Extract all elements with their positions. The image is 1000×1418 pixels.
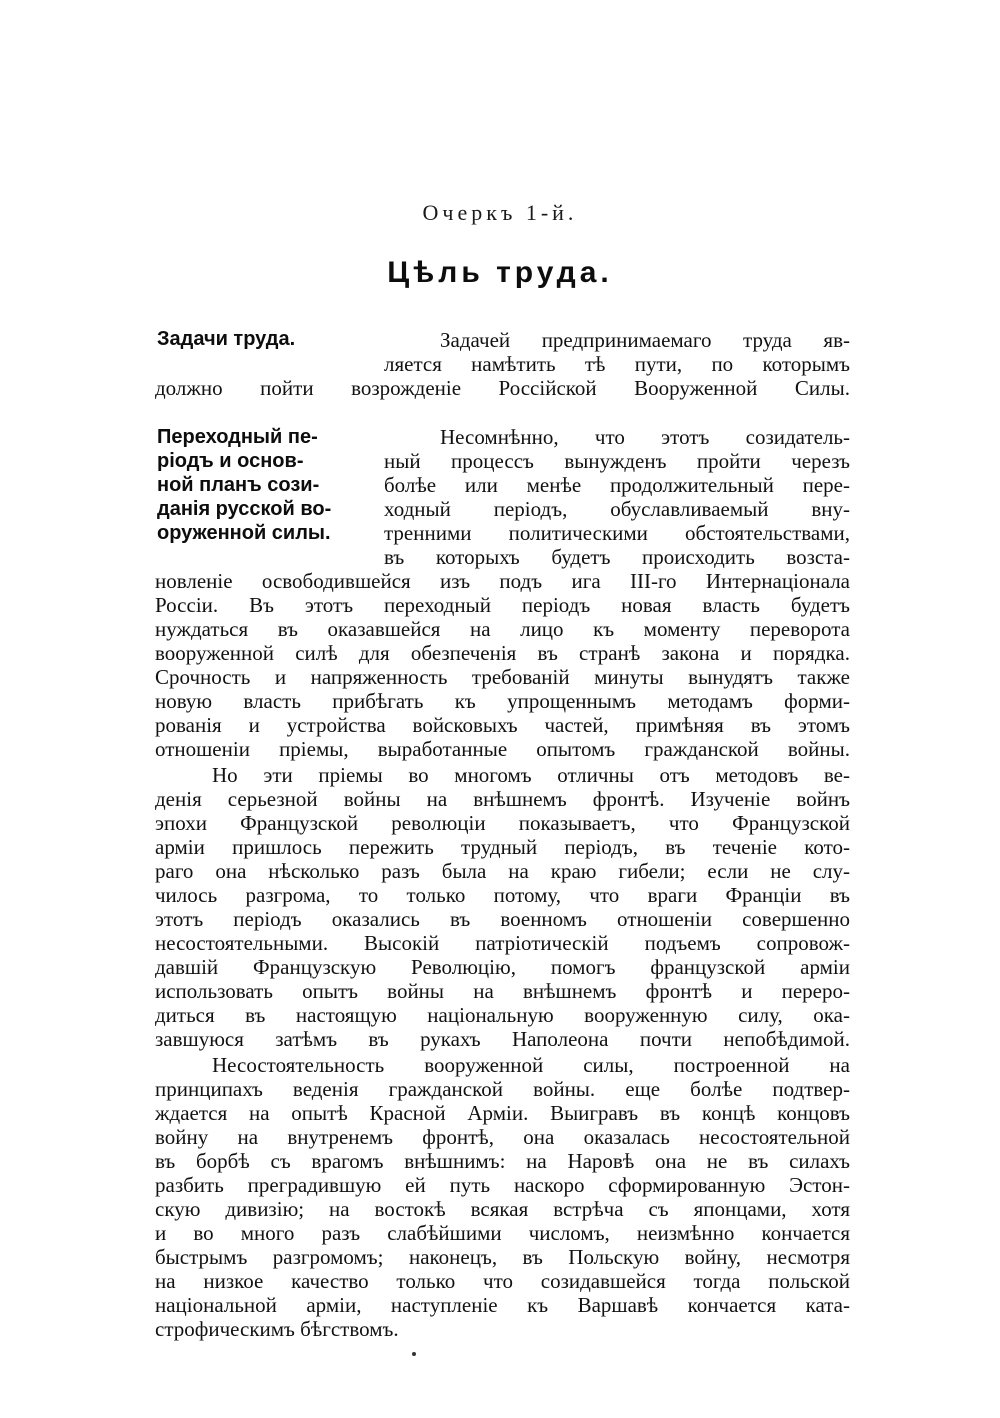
text-line: принципахъ веденія гражданской войны. еще болѣе подтвер- [155, 1077, 850, 1101]
text-line: ждается на опытѣ Красной Арміи. Выигравъ въ концѣ концовъ [155, 1101, 850, 1125]
text-line: рованія и устройства войсковыхъ частей, примѣняя въ этомъ [155, 713, 850, 737]
text-line: должно пойти возрожденіе Россійской Вооруженной Силы. [155, 376, 850, 400]
margin-note-transition [157, 425, 377, 545]
text-line: Срочность и напряженность требованій минуты вынудятъ также [155, 665, 850, 689]
chapter-heading: Очеркъ 1-й. [422, 200, 578, 225]
text-line: Но эти пріемы во многомъ отличны отъ методовъ ве- [212, 763, 850, 787]
text-line: денія серьезной войны на внѣшнемъ фронтѣ. Изученіе войнъ [155, 787, 850, 811]
margin-note-line: данія русской во- [157, 498, 332, 520]
text-line: использовать опытъ войны на внѣшнемъ фронтѣ и переро- [155, 979, 850, 1003]
text-line: вооруженной силѣ для обезпеченія въ странѣ закона и порядка. [155, 641, 850, 665]
text-line: Несомнѣнно, что этотъ созидатель- [440, 425, 850, 449]
text-line: скую дивизію; на востокѣ всякая встрѣча съ японцами, хотя [155, 1197, 850, 1221]
text-line: болѣе или менѣе продолжительный пере- [384, 473, 850, 497]
text-line: диться въ настоящую національную вооруженную силу, ока- [155, 1003, 850, 1027]
text-line: ходный періодъ, обуславливаемый вну- [384, 497, 850, 521]
text-line: давшій Французскую Революцію, помогъ французской арміи [155, 955, 850, 979]
text-line: въ которыхъ будетъ происходить возста- [384, 545, 850, 569]
margin-note-tasks [157, 327, 377, 351]
text-line: чилось разгрома, то только потому, что враги Франціи въ [155, 883, 850, 907]
print-speck [412, 1352, 416, 1356]
margin-note-line: Задачи труда. [157, 328, 296, 350]
text-line: этотъ періодъ оказались въ военномъ отношеніи совершенно [155, 907, 850, 931]
text-line: разбить преградившую ей путь наскоро сформированную Эстон- [155, 1173, 850, 1197]
text-line: Несостоятельность вооруженной силы, построенной на [212, 1053, 850, 1077]
text-line: войну на внутренемъ фронтѣ, она оказалась несостоятельной [155, 1125, 850, 1149]
text-line: тренними политическими обстоятельствами, [384, 521, 850, 545]
text-line: Россіи. Въ этотъ переходный періодъ новая власть будетъ [155, 593, 850, 617]
text-line: ляется намѣтить тѣ пути, по которымъ [384, 352, 850, 376]
text-line: на низкое качество только что созидавшейся тогда польской [155, 1269, 850, 1293]
text-line: завшуюся затѣмъ въ рукахъ Наполеона почти непобѣдимой. [155, 1027, 850, 1051]
text-line: отношеніи пріемы, выработанные опытомъ гражданской войны. [155, 737, 850, 761]
margin-note-line: ріодъ и основ- [157, 450, 304, 472]
text-line: и во много разъ слабѣйшими числомъ, неизмѣнно кончается [155, 1221, 850, 1245]
text-line: новленіе освободившейся изъ подъ ига III-го Интернаціонала [155, 569, 850, 593]
text-line: несостоятельными. Высокій патріотическій подъемъ сопровож- [155, 931, 850, 955]
text-line: арміи пришлось пережить трудный періодъ, въ теченіе кото- [155, 835, 850, 859]
text-line: эпохи Французской революціи показываетъ, что Французской [155, 811, 850, 835]
text-line: ный процессъ вынужденъ пройти черезъ [384, 449, 850, 473]
text-line: Задачей предпринимаемаго труда яв- [440, 328, 850, 352]
text-line: нуждаться въ оказавшейся на лицо къ моменту переворота [155, 617, 850, 641]
margin-note-line: Переходный пе- [157, 426, 318, 448]
margin-note-line: ной планъ сози- [157, 474, 320, 496]
text-line: строфическимъ бѣгствомъ. [155, 1317, 399, 1341]
text-line: быстрымъ разгромомъ; наконецъ, въ Польскую войну, несмотря [155, 1245, 850, 1269]
text-line: національной арміи, наступленіе къ Варшавѣ кончается ката- [155, 1293, 850, 1317]
text-line: новую власть прибѣгать къ упрощеннымъ методамъ форми- [155, 689, 850, 713]
text-line: раго она нѣсколько разъ была на краю гибели; если не слу- [155, 859, 850, 883]
text-line: въ борбѣ съ врагомъ внѣшнимъ: на Наровѣ она не въ силахъ [155, 1149, 850, 1173]
chapter-title: Цѣль труда. [387, 256, 613, 289]
margin-note-line: оруженной силы. [157, 522, 331, 544]
